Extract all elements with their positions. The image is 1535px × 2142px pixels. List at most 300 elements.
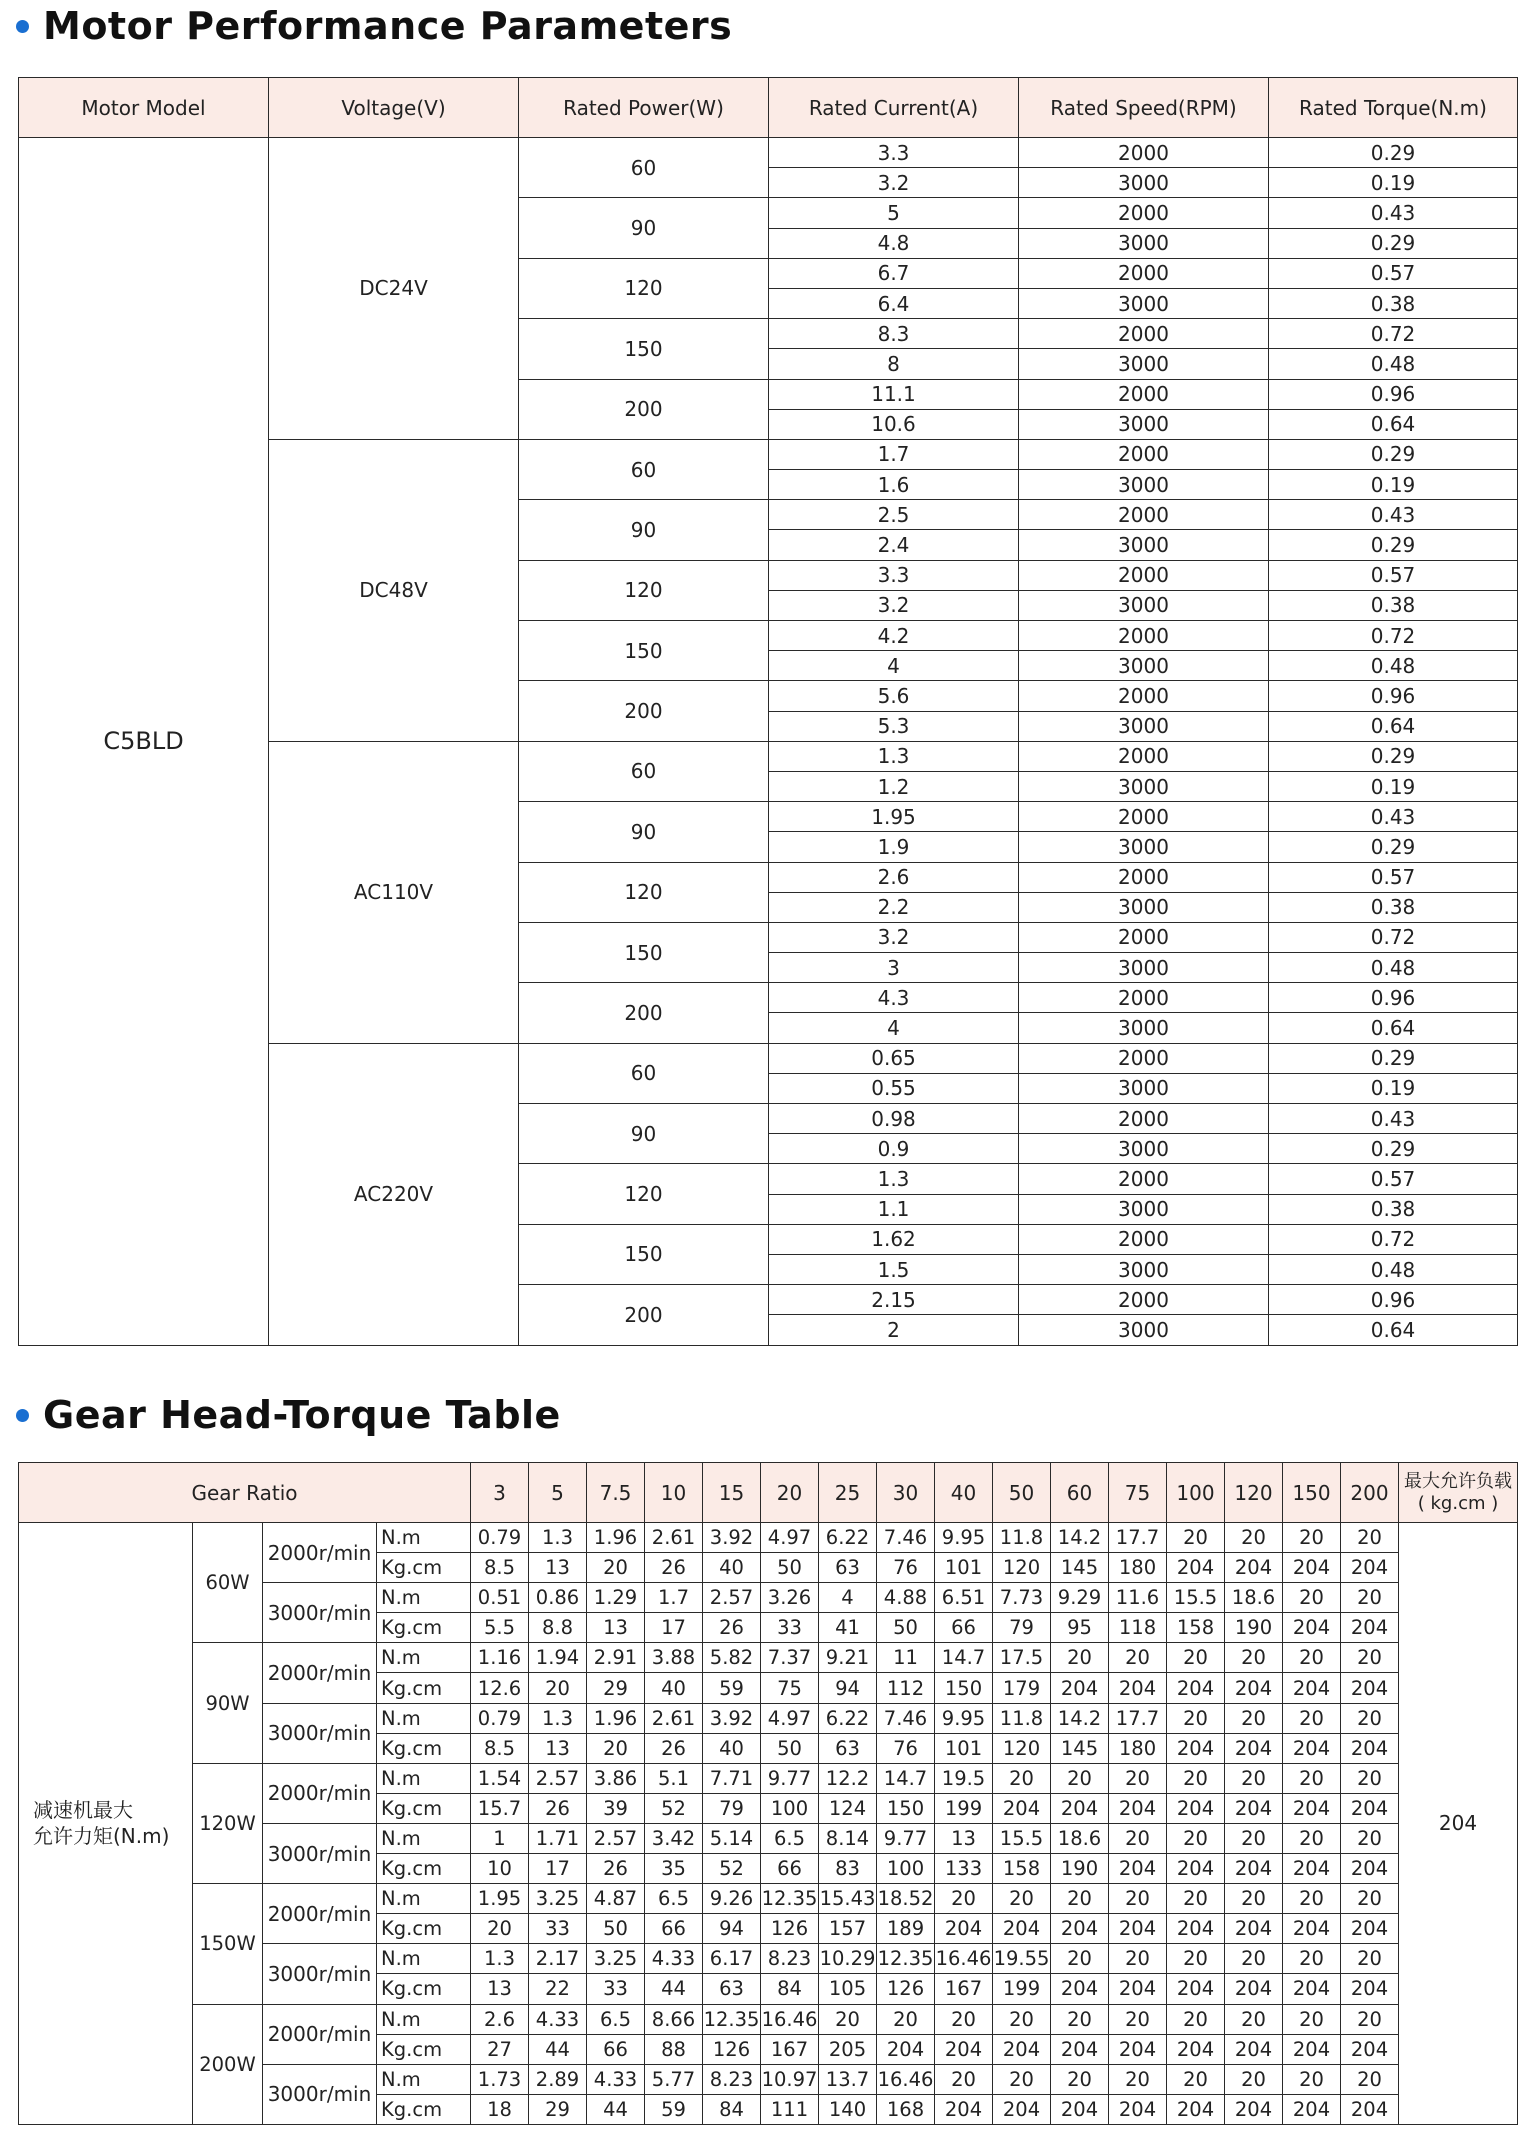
torque-value-cell: 40 bbox=[703, 1553, 761, 1583]
gear-ratio-header: 40 bbox=[935, 1463, 993, 1523]
torque-value-cell: 204 bbox=[993, 1793, 1051, 1823]
torque-value-cell: 11 bbox=[877, 1643, 935, 1673]
rated-speed-cell: 2000 bbox=[1019, 1164, 1269, 1194]
voltage-cell: AC110V bbox=[269, 741, 519, 1043]
torque-value-cell: 204 bbox=[1283, 1613, 1341, 1643]
rated-speed-cell: 2000 bbox=[1019, 621, 1269, 651]
torque-value-cell: 3.25 bbox=[529, 1884, 587, 1914]
speed-cell: 3000r/min bbox=[263, 1944, 377, 2004]
max-torque-label-line: 减速机最大 bbox=[33, 1798, 133, 1823]
rated-torque-cell: 0.48 bbox=[1269, 1254, 1518, 1284]
torque-value-cell: 204 bbox=[1167, 1733, 1225, 1763]
torque-value-cell: 204 bbox=[993, 1914, 1051, 1944]
torque-value-cell: 100 bbox=[761, 1793, 819, 1823]
torque-value-cell: 20 bbox=[1283, 1523, 1341, 1553]
torque-value-cell: 120 bbox=[993, 1733, 1051, 1763]
torque-value-cell: 16.46 bbox=[761, 2004, 819, 2034]
torque-value-cell: 204 bbox=[1167, 1553, 1225, 1583]
torque-value-cell: 20 bbox=[1341, 1944, 1399, 1974]
torque-value-cell: 204 bbox=[1167, 1974, 1225, 2004]
torque-value-cell: 204 bbox=[1051, 2094, 1109, 2124]
torque-value-cell: 6.22 bbox=[819, 1523, 877, 1553]
rated-torque-cell: 0.19 bbox=[1269, 1073, 1518, 1103]
torque-value-cell: 20 bbox=[1051, 2004, 1109, 2034]
torque-value-cell: 20 bbox=[1225, 1763, 1283, 1793]
voltage-cell: AC220V bbox=[269, 1043, 519, 1345]
torque-value-cell: 0.86 bbox=[529, 1583, 587, 1613]
torque-value-cell: 20 bbox=[1341, 1643, 1399, 1673]
rated-power-cell: 120 bbox=[519, 1164, 769, 1224]
torque-value-cell: 6.17 bbox=[703, 1944, 761, 1974]
unit-cell: Kg.cm bbox=[377, 1613, 471, 1643]
rated-current-cell: 2.15 bbox=[769, 1285, 1019, 1315]
torque-value-cell: 50 bbox=[761, 1553, 819, 1583]
rated-speed-cell: 2000 bbox=[1019, 560, 1269, 590]
torque-value-cell: 18.6 bbox=[1225, 1583, 1283, 1613]
torque-value-cell: 18 bbox=[471, 2094, 529, 2124]
torque-value-cell: 8.14 bbox=[819, 1823, 877, 1853]
rated-torque-cell: 0.19 bbox=[1269, 771, 1518, 801]
torque-value-cell: 7.73 bbox=[993, 1583, 1051, 1613]
torque-value-cell: 16.46 bbox=[877, 2064, 935, 2094]
torque-value-cell: 15.43 bbox=[819, 1884, 877, 1914]
torque-value-cell: 190 bbox=[1225, 1613, 1283, 1643]
speed-cell: 2000r/min bbox=[263, 2004, 377, 2064]
torque-value-cell: 1.96 bbox=[587, 1523, 645, 1553]
torque-value-cell: 157 bbox=[819, 1914, 877, 1944]
torque-value-cell: 20 bbox=[1341, 1763, 1399, 1793]
gear-ratio-header: 5 bbox=[529, 1463, 587, 1523]
torque-value-cell: 26 bbox=[645, 1553, 703, 1583]
rated-torque-cell: 0.64 bbox=[1269, 409, 1518, 439]
torque-value-cell: 66 bbox=[587, 2034, 645, 2064]
torque-value-cell: 12.35 bbox=[761, 1884, 819, 1914]
rated-current-cell: 2.4 bbox=[769, 530, 1019, 560]
rated-speed-cell: 2000 bbox=[1019, 681, 1269, 711]
torque-value-cell: 8.5 bbox=[471, 1733, 529, 1763]
torque-value-cell: 4.97 bbox=[761, 1703, 819, 1733]
gear-ratio-header: 25 bbox=[819, 1463, 877, 1523]
unit-cell: N.m bbox=[377, 1523, 471, 1553]
torque-value-cell: 6.5 bbox=[587, 2004, 645, 2034]
rated-torque-cell: 0.72 bbox=[1269, 621, 1518, 651]
torque-value-cell: 204 bbox=[1051, 2034, 1109, 2064]
torque-value-cell: 20 bbox=[1341, 1523, 1399, 1553]
gear-section-heading bbox=[16, 1393, 561, 1437]
torque-value-cell: 204 bbox=[1167, 1854, 1225, 1884]
torque-value-cell: 66 bbox=[645, 1914, 703, 1944]
torque-value-cell: 158 bbox=[1167, 1613, 1225, 1643]
torque-value-cell: 140 bbox=[819, 2094, 877, 2124]
torque-value-cell: 20 bbox=[1341, 1583, 1399, 1613]
rated-speed-cell: 3000 bbox=[1019, 1013, 1269, 1043]
torque-value-cell: 13.7 bbox=[819, 2064, 877, 2094]
rated-current-cell: 2 bbox=[769, 1315, 1019, 1345]
unit-cell: Kg.cm bbox=[377, 1553, 471, 1583]
torque-value-cell: 150 bbox=[935, 1673, 993, 1703]
gear-ratio-header: 30 bbox=[877, 1463, 935, 1523]
unit-cell: N.m bbox=[377, 1944, 471, 1974]
torque-value-cell: 126 bbox=[703, 2034, 761, 2064]
torque-value-cell: 84 bbox=[761, 1974, 819, 2004]
torque-value-cell: 20 bbox=[1167, 1944, 1225, 1974]
rated-speed-cell: 3000 bbox=[1019, 530, 1269, 560]
torque-value-cell: 111 bbox=[761, 2094, 819, 2124]
rated-current-cell: 4 bbox=[769, 651, 1019, 681]
torque-value-cell: 0.79 bbox=[471, 1523, 529, 1553]
rated-speed-cell: 3000 bbox=[1019, 349, 1269, 379]
max-load-value-cell: 204 bbox=[1399, 1523, 1518, 2125]
torque-value-cell: 41 bbox=[819, 1613, 877, 1643]
torque-value-cell: 204 bbox=[1109, 2094, 1167, 2124]
rated-current-cell: 2.2 bbox=[769, 892, 1019, 922]
rated-torque-cell: 0.57 bbox=[1269, 560, 1518, 590]
torque-value-cell: 20 bbox=[1225, 1643, 1283, 1673]
torque-value-cell: 204 bbox=[1225, 1733, 1283, 1763]
motor-table-header-row bbox=[19, 78, 1518, 138]
torque-value-cell: 20 bbox=[993, 2064, 1051, 2094]
max-torque-label-cell bbox=[19, 1523, 193, 2125]
voltage-cell: DC48V bbox=[269, 439, 519, 741]
torque-value-cell: 0.51 bbox=[471, 1583, 529, 1613]
torque-value-cell: 79 bbox=[703, 1793, 761, 1823]
gear-ratio-header: 150 bbox=[1283, 1463, 1341, 1523]
torque-value-cell: 1.73 bbox=[471, 2064, 529, 2094]
rated-torque-cell: 0.29 bbox=[1269, 530, 1518, 560]
torque-value-cell: 204 bbox=[1051, 1793, 1109, 1823]
rated-current-cell: 0.65 bbox=[769, 1043, 1019, 1073]
torque-value-cell: 29 bbox=[529, 2094, 587, 2124]
torque-value-cell: 204 bbox=[1341, 1974, 1399, 2004]
torque-value-cell: 101 bbox=[935, 1553, 993, 1583]
torque-value-cell: 20 bbox=[529, 1673, 587, 1703]
torque-value-cell: 3.25 bbox=[587, 1944, 645, 1974]
rated-speed-cell: 3000 bbox=[1019, 953, 1269, 983]
torque-value-cell: 1.3 bbox=[529, 1703, 587, 1733]
torque-value-cell: 20 bbox=[993, 1763, 1051, 1793]
torque-value-cell: 13 bbox=[587, 1613, 645, 1643]
torque-value-cell: 44 bbox=[645, 1974, 703, 2004]
torque-value-cell: 17.7 bbox=[1109, 1703, 1167, 1733]
torque-value-cell: 95 bbox=[1051, 1613, 1109, 1643]
rated-current-cell: 3.2 bbox=[769, 922, 1019, 952]
torque-value-cell: 1.3 bbox=[529, 1523, 587, 1553]
rated-torque-cell: 0.38 bbox=[1269, 590, 1518, 620]
torque-value-cell: 5.5 bbox=[471, 1613, 529, 1643]
torque-value-cell: 204 bbox=[935, 2094, 993, 2124]
rated-current-cell: 8.3 bbox=[769, 319, 1019, 349]
unit-cell: N.m bbox=[377, 1763, 471, 1793]
rated-speed-cell: 3000 bbox=[1019, 288, 1269, 318]
gear-table-row bbox=[19, 1643, 1518, 1673]
rated-current-cell: 6.4 bbox=[769, 288, 1019, 318]
rated-current-cell: 5.3 bbox=[769, 711, 1019, 741]
rated-torque-cell: 0.43 bbox=[1269, 1104, 1518, 1134]
rated-power-cell: 60 bbox=[519, 439, 769, 499]
rated-speed-cell: 2000 bbox=[1019, 741, 1269, 771]
torque-value-cell: 204 bbox=[1341, 1613, 1399, 1643]
torque-value-cell: 13 bbox=[471, 1974, 529, 2004]
rated-speed-cell: 3000 bbox=[1019, 1315, 1269, 1345]
torque-value-cell: 50 bbox=[587, 1914, 645, 1944]
rated-power-cell: 150 bbox=[519, 319, 769, 379]
rated-current-cell: 4.2 bbox=[769, 621, 1019, 651]
speed-cell: 3000r/min bbox=[263, 1583, 377, 1643]
torque-value-cell: 19.55 bbox=[993, 1944, 1051, 1974]
rated-torque-cell: 0.38 bbox=[1269, 1194, 1518, 1224]
rated-current-cell: 5 bbox=[769, 198, 1019, 228]
torque-value-cell: 20 bbox=[1109, 1884, 1167, 1914]
unit-cell: Kg.cm bbox=[377, 1793, 471, 1823]
torque-value-cell: 10 bbox=[471, 1854, 529, 1884]
rated-torque-cell: 0.48 bbox=[1269, 349, 1518, 379]
torque-value-cell: 4 bbox=[819, 1583, 877, 1613]
torque-value-cell: 20 bbox=[1225, 2004, 1283, 2034]
column-header: Rated Speed(RPM) bbox=[1019, 78, 1269, 138]
gear-table-row bbox=[19, 2004, 1518, 2034]
rated-power-cell: 90 bbox=[519, 802, 769, 862]
column-header: Rated Power(W) bbox=[519, 78, 769, 138]
torque-value-cell: 26 bbox=[703, 1613, 761, 1643]
torque-value-cell: 204 bbox=[1283, 1793, 1341, 1823]
torque-value-cell: 15.7 bbox=[471, 1793, 529, 1823]
bullet-icon bbox=[16, 20, 29, 33]
rated-speed-cell: 2000 bbox=[1019, 862, 1269, 892]
torque-value-cell: 204 bbox=[935, 2034, 993, 2064]
rated-current-cell: 6.7 bbox=[769, 258, 1019, 288]
motor-table-row bbox=[19, 138, 1518, 168]
torque-value-cell: 204 bbox=[1109, 1673, 1167, 1703]
speed-cell: 2000r/min bbox=[263, 1763, 377, 1823]
torque-value-cell: 4.33 bbox=[645, 1944, 703, 1974]
torque-value-cell: 39 bbox=[587, 1793, 645, 1823]
torque-value-cell: 83 bbox=[819, 1854, 877, 1884]
torque-value-cell: 20 bbox=[1283, 1823, 1341, 1853]
torque-value-cell: 145 bbox=[1051, 1733, 1109, 1763]
rated-speed-cell: 2000 bbox=[1019, 1043, 1269, 1073]
torque-value-cell: 167 bbox=[761, 2034, 819, 2064]
rated-torque-cell: 0.57 bbox=[1269, 862, 1518, 892]
rated-speed-cell: 3000 bbox=[1019, 832, 1269, 862]
torque-value-cell: 20 bbox=[993, 1884, 1051, 1914]
rated-torque-cell: 0.29 bbox=[1269, 832, 1518, 862]
torque-value-cell: 167 bbox=[935, 1974, 993, 2004]
torque-value-cell: 7.71 bbox=[703, 1763, 761, 1793]
torque-value-cell: 20 bbox=[1109, 2064, 1167, 2094]
torque-value-cell: 20 bbox=[587, 1553, 645, 1583]
rated-current-cell: 10.6 bbox=[769, 409, 1019, 439]
torque-value-cell: 204 bbox=[1167, 2094, 1225, 2124]
torque-value-cell: 1.16 bbox=[471, 1643, 529, 1673]
unit-cell: N.m bbox=[377, 2064, 471, 2094]
torque-value-cell: 13 bbox=[935, 1823, 993, 1853]
torque-value-cell: 105 bbox=[819, 1974, 877, 2004]
gear-ratio-header: 10 bbox=[645, 1463, 703, 1523]
torque-value-cell: 11.8 bbox=[993, 1523, 1051, 1553]
torque-value-cell: 20 bbox=[1167, 1643, 1225, 1673]
gear-ratio-header: 3 bbox=[471, 1463, 529, 1523]
torque-value-cell: 20 bbox=[1341, 1703, 1399, 1733]
torque-value-cell: 204 bbox=[1167, 2034, 1225, 2064]
torque-value-cell: 88 bbox=[645, 2034, 703, 2064]
rated-speed-cell: 2000 bbox=[1019, 258, 1269, 288]
torque-value-cell: 204 bbox=[1225, 1793, 1283, 1823]
rated-power-cell: 90 bbox=[519, 500, 769, 560]
rated-current-cell: 1.6 bbox=[769, 470, 1019, 500]
rated-power-cell: 200 bbox=[519, 983, 769, 1043]
torque-value-cell: 204 bbox=[1341, 1854, 1399, 1884]
torque-value-cell: 12.2 bbox=[819, 1763, 877, 1793]
torque-value-cell: 9.26 bbox=[703, 1884, 761, 1914]
torque-value-cell: 204 bbox=[993, 2094, 1051, 2124]
torque-value-cell: 17 bbox=[645, 1613, 703, 1643]
torque-value-cell: 18.6 bbox=[1051, 1823, 1109, 1853]
gear-ratio-header: 50 bbox=[993, 1463, 1051, 1523]
torque-value-cell: 20 bbox=[1283, 2064, 1341, 2094]
rated-torque-cell: 0.29 bbox=[1269, 228, 1518, 258]
rated-current-cell: 0.55 bbox=[769, 1073, 1019, 1103]
rated-torque-cell: 0.43 bbox=[1269, 198, 1518, 228]
torque-value-cell: 20 bbox=[1167, 1884, 1225, 1914]
rated-current-cell: 11.1 bbox=[769, 379, 1019, 409]
gear-table-row bbox=[19, 1884, 1518, 1914]
torque-value-cell: 1.3 bbox=[471, 1944, 529, 1974]
torque-value-cell: 4.97 bbox=[761, 1523, 819, 1553]
rated-current-cell: 8 bbox=[769, 349, 1019, 379]
torque-value-cell: 204 bbox=[1109, 2034, 1167, 2064]
torque-value-cell: 204 bbox=[1167, 1673, 1225, 1703]
rated-current-cell: 1.7 bbox=[769, 439, 1019, 469]
torque-value-cell: 12.35 bbox=[877, 1944, 935, 1974]
torque-value-cell: 204 bbox=[1283, 1854, 1341, 1884]
torque-value-cell: 52 bbox=[645, 1793, 703, 1823]
max-load-header-line: ( kg.cm ) bbox=[1417, 1492, 1499, 1514]
unit-cell: Kg.cm bbox=[377, 1673, 471, 1703]
rated-current-cell: 1.5 bbox=[769, 1254, 1019, 1284]
torque-value-cell: 204 bbox=[1225, 1854, 1283, 1884]
rated-speed-cell: 3000 bbox=[1019, 1134, 1269, 1164]
torque-value-cell: 27 bbox=[471, 2034, 529, 2064]
torque-value-cell: 14.7 bbox=[935, 1643, 993, 1673]
torque-value-cell: 20 bbox=[1051, 1643, 1109, 1673]
torque-value-cell: 13 bbox=[529, 1553, 587, 1583]
rated-torque-cell: 0.19 bbox=[1269, 168, 1518, 198]
torque-value-cell: 6.5 bbox=[761, 1823, 819, 1853]
gear-ratio-header: 200 bbox=[1341, 1463, 1399, 1523]
torque-value-cell: 20 bbox=[1167, 1823, 1225, 1853]
torque-value-cell: 20 bbox=[1225, 1523, 1283, 1553]
torque-value-cell: 20 bbox=[1051, 1884, 1109, 1914]
torque-value-cell: 20 bbox=[1167, 1703, 1225, 1733]
torque-value-cell: 63 bbox=[703, 1974, 761, 2004]
torque-value-cell: 2.57 bbox=[529, 1763, 587, 1793]
column-header: Voltage(V) bbox=[269, 78, 519, 138]
torque-value-cell: 59 bbox=[703, 1673, 761, 1703]
torque-value-cell: 20 bbox=[1167, 2064, 1225, 2094]
rated-torque-cell: 0.72 bbox=[1269, 319, 1518, 349]
rated-torque-cell: 0.48 bbox=[1269, 651, 1518, 681]
torque-value-cell: 66 bbox=[935, 1613, 993, 1643]
torque-value-cell: 20 bbox=[1283, 1763, 1341, 1793]
torque-value-cell: 63 bbox=[819, 1733, 877, 1763]
torque-value-cell: 20 bbox=[1225, 1944, 1283, 1974]
torque-value-cell: 124 bbox=[819, 1793, 877, 1823]
rated-current-cell: 3.3 bbox=[769, 138, 1019, 168]
rated-power-cell: 200 bbox=[519, 681, 769, 741]
torque-value-cell: 2.61 bbox=[645, 1703, 703, 1733]
speed-cell: 2000r/min bbox=[263, 1523, 377, 1583]
rated-current-cell: 1.3 bbox=[769, 1164, 1019, 1194]
torque-value-cell: 12.6 bbox=[471, 1673, 529, 1703]
power-group-cell: 90W bbox=[193, 1643, 263, 1763]
torque-value-cell: 204 bbox=[1051, 1914, 1109, 1944]
torque-value-cell: 4.33 bbox=[587, 2064, 645, 2094]
motor-model-cell: C5BLD bbox=[19, 138, 269, 1346]
torque-value-cell: 7.46 bbox=[877, 1523, 935, 1553]
rated-speed-cell: 2000 bbox=[1019, 802, 1269, 832]
rated-power-cell: 60 bbox=[519, 1043, 769, 1103]
rated-speed-cell: 2000 bbox=[1019, 138, 1269, 168]
torque-value-cell: 204 bbox=[1283, 1974, 1341, 2004]
rated-speed-cell: 2000 bbox=[1019, 319, 1269, 349]
gear-ratio-header: 20 bbox=[761, 1463, 819, 1523]
torque-value-cell: 9.21 bbox=[819, 1643, 877, 1673]
torque-value-cell: 204 bbox=[1283, 1553, 1341, 1583]
rated-speed-cell: 3000 bbox=[1019, 1194, 1269, 1224]
rated-current-cell: 1.1 bbox=[769, 1194, 1019, 1224]
rated-current-cell: 1.9 bbox=[769, 832, 1019, 862]
torque-value-cell: 20 bbox=[1283, 2004, 1341, 2034]
torque-value-cell: 204 bbox=[1341, 1553, 1399, 1583]
torque-value-cell: 20 bbox=[935, 2064, 993, 2094]
rated-power-cell: 60 bbox=[519, 138, 769, 198]
unit-cell: Kg.cm bbox=[377, 1974, 471, 2004]
torque-value-cell: 2.89 bbox=[529, 2064, 587, 2094]
torque-value-cell: 101 bbox=[935, 1733, 993, 1763]
torque-value-cell: 29 bbox=[587, 1673, 645, 1703]
torque-value-cell: 17 bbox=[529, 1854, 587, 1884]
torque-value-cell: 8.23 bbox=[761, 1944, 819, 1974]
rated-speed-cell: 2000 bbox=[1019, 1224, 1269, 1254]
rated-speed-cell: 3000 bbox=[1019, 1254, 1269, 1284]
torque-value-cell: 9.95 bbox=[935, 1703, 993, 1733]
rated-speed-cell: 3000 bbox=[1019, 651, 1269, 681]
torque-value-cell: 35 bbox=[645, 1854, 703, 1884]
rated-current-cell: 3.2 bbox=[769, 590, 1019, 620]
torque-value-cell: 20 bbox=[1167, 2004, 1225, 2034]
rated-power-cell: 120 bbox=[519, 258, 769, 318]
power-group-cell: 150W bbox=[193, 1884, 263, 2004]
rated-speed-cell: 3000 bbox=[1019, 590, 1269, 620]
torque-value-cell: 19.5 bbox=[935, 1763, 993, 1793]
torque-value-cell: 6.51 bbox=[935, 1583, 993, 1613]
torque-value-cell: 145 bbox=[1051, 1553, 1109, 1583]
torque-value-cell: 11.6 bbox=[1109, 1583, 1167, 1613]
torque-value-cell: 20 bbox=[1341, 2004, 1399, 2034]
rated-speed-cell: 3000 bbox=[1019, 409, 1269, 439]
rated-torque-cell: 0.43 bbox=[1269, 500, 1518, 530]
torque-value-cell: 204 bbox=[993, 2034, 1051, 2064]
torque-value-cell: 179 bbox=[993, 1673, 1051, 1703]
column-header: Motor Model bbox=[19, 78, 269, 138]
torque-value-cell: 20 bbox=[1109, 2004, 1167, 2034]
rated-speed-cell: 2000 bbox=[1019, 983, 1269, 1013]
rated-current-cell: 4.8 bbox=[769, 228, 1019, 258]
torque-value-cell: 15.5 bbox=[993, 1823, 1051, 1853]
gear-ratio-header: 120 bbox=[1225, 1463, 1283, 1523]
rated-speed-cell: 3000 bbox=[1019, 1073, 1269, 1103]
torque-value-cell: 204 bbox=[1225, 1914, 1283, 1944]
